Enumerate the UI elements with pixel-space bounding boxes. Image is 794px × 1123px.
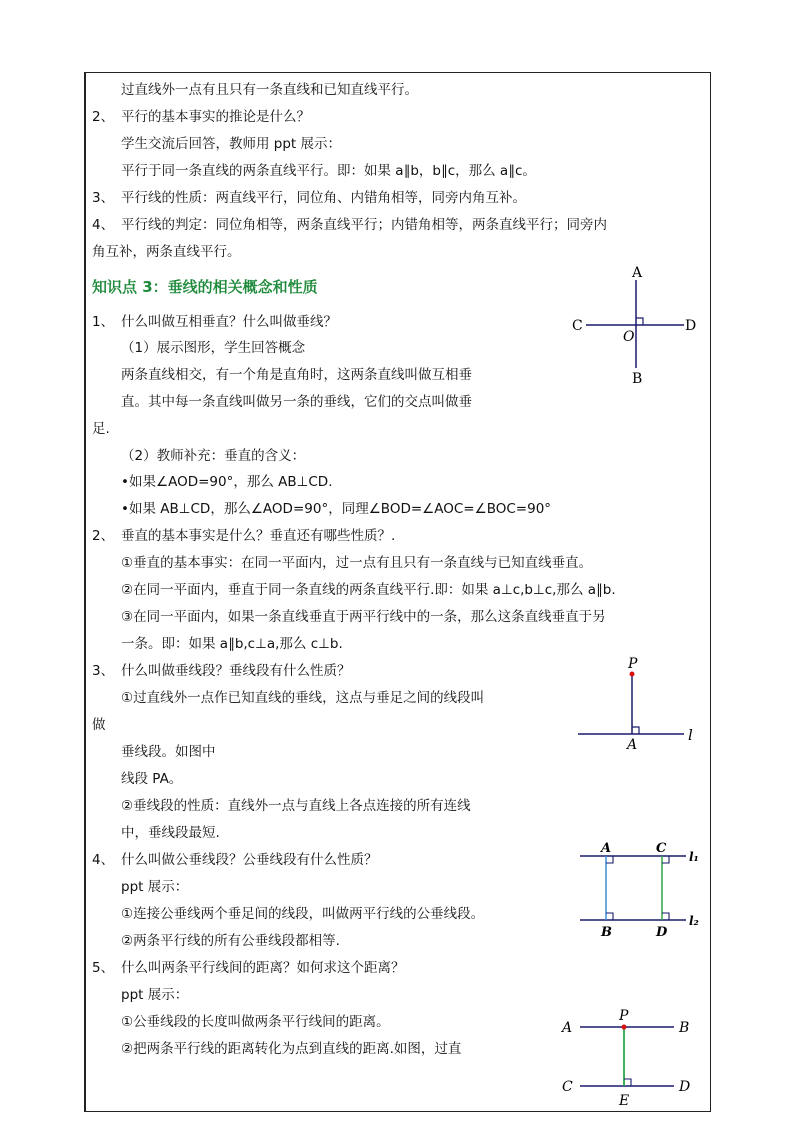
text-line: 足. xyxy=(92,421,110,437)
list-number: 3、 xyxy=(92,190,115,206)
list-number: 2、 xyxy=(92,109,115,125)
text-line: 垂线段。如图中 xyxy=(121,744,216,760)
text-line: 两条直线相交，有一个角是直角时，这两条直线叫做互相垂 xyxy=(121,367,472,383)
text-line: 平行的基本事实的推论是什么？ xyxy=(121,109,310,125)
text-line: 平行线的性质：两直线平行，同位角、内错角相等，同旁内角互补。 xyxy=(121,190,526,206)
text-line: 什么叫做互相垂直？什么叫做垂线？ xyxy=(121,314,337,330)
label-e: E xyxy=(619,1093,630,1109)
text-line: 学生交流后回答，教师用 ppt 展示： xyxy=(121,136,342,152)
list-number: 1、 xyxy=(92,314,115,330)
text-line: 线段 PA。 xyxy=(121,771,183,787)
label-o: O xyxy=(623,329,635,345)
text-line: ①公垂线段的长度叫做两条平行线间的距离。 xyxy=(121,1014,390,1030)
label-c: C xyxy=(562,1079,573,1095)
label-p: P xyxy=(628,656,638,672)
text-line: ②两条平行线的所有公垂线段都相等. xyxy=(121,933,340,949)
list-number: 2、 xyxy=(92,528,115,544)
text-line: ②垂线段的性质：直线外一点与直线上各点连接的所有连线 xyxy=(121,798,471,814)
text-line: 平行线的判定：同位角相等，两条直线平行；内错角相等，两条直线平行；同旁内 xyxy=(121,217,607,233)
text-line: 角互补，两条直线平行。 xyxy=(92,244,241,260)
label-a: A xyxy=(632,265,643,281)
point-p xyxy=(630,672,635,677)
list-number: 5、 xyxy=(92,960,115,976)
label-c: C xyxy=(656,841,667,856)
text-line: 过直线外一点有且只有一条直线和已知直线平行。 xyxy=(121,82,418,98)
list-number: 3、 xyxy=(92,663,115,679)
text-line: •如果 AB⊥CD，那么∠AOD=90°，同理∠BOD=∠AOC=∠BOC=90° xyxy=(121,501,552,517)
text-line: •如果∠AOD=90°，那么 AB⊥CD. xyxy=(121,474,333,490)
label-d: D xyxy=(679,1079,691,1095)
text-line: 什么叫两条平行线间的距离？如何求这个距离？ xyxy=(121,960,405,976)
label-c: C xyxy=(572,318,583,334)
text-line: 一条。即：如果 a∥b,c⊥a,那么 c⊥b. xyxy=(121,636,343,652)
text-line: 做 xyxy=(92,717,106,733)
text-line: （2）教师补充：垂直的含义： xyxy=(121,448,306,464)
text-line: 平行于同一条直线的两条直线平行。即：如果 a∥b，b∥c，那么 a∥c。 xyxy=(121,163,536,179)
label-l1: l₁ xyxy=(689,850,699,864)
perpendicular-cross-figure xyxy=(566,262,706,392)
list-number: 4、 xyxy=(92,852,115,868)
list-number: 4、 xyxy=(92,217,115,233)
label-l2: l₂ xyxy=(689,914,699,928)
label-d: D xyxy=(685,318,697,334)
section-heading: 知识点 3：垂线的相关概念和性质 xyxy=(92,278,318,296)
text-line: ①过直线外一点作已知直线的垂线，这点与垂足之间的线段叫 xyxy=(121,690,485,706)
text-line: ①连接公垂线两个垂足间的线段，叫做两平行线的公垂线段。 xyxy=(121,906,485,922)
label-a: A xyxy=(627,737,638,753)
text-line: 直。其中每一条直线叫做另一条的垂线，它们的交点叫做垂 xyxy=(121,394,472,410)
text-line: 什么叫做垂线段？垂线段有什么性质？ xyxy=(121,663,351,679)
label-b: B xyxy=(632,371,643,387)
common-perpendicular-figure xyxy=(576,836,706,946)
label-a: A xyxy=(562,1020,573,1036)
text-line: ppt 展示： xyxy=(121,987,189,1003)
text-line: （1）展示图形，学生回答概念 xyxy=(121,340,306,356)
text-line: ②把两条平行线的距离转化为点到直线的距离.如图，过直 xyxy=(121,1041,462,1057)
text-line: 中，垂线段最短. xyxy=(121,825,220,841)
text-line: ③在同一平面内，如果一条直线垂直于两平行线中的一条，那么这条直线垂直于另 xyxy=(121,609,606,625)
text-line: 垂直的基本事实是什么？垂直还有哪些性质？. xyxy=(121,528,396,544)
label-b: B xyxy=(601,925,612,940)
label-p: P xyxy=(619,1008,629,1024)
point-p xyxy=(622,1025,627,1030)
text-line: ②在同一平面内，垂直于同一条直线的两条直线平行.即：如果 a⊥c,b⊥c,那么 a∥b. xyxy=(121,582,616,598)
label-a: A xyxy=(601,841,612,856)
label-l: l xyxy=(688,726,693,744)
right-angle-mark xyxy=(632,727,639,734)
text-line: 什么叫做公垂线段？公垂线段有什么性质？ xyxy=(121,852,378,868)
right-angle-mark xyxy=(636,318,643,325)
parallel-distance-figure xyxy=(560,1004,708,1110)
label-b: B xyxy=(679,1020,690,1036)
perpendicular-segment-figure xyxy=(574,652,704,757)
text-line: ①垂直的基本事实：在同一平面内，过一点有且只有一条直线与已知直线垂直。 xyxy=(121,555,593,571)
text-line: ppt 展示： xyxy=(121,879,189,895)
right-angle-mark xyxy=(624,1079,631,1086)
label-d: D xyxy=(656,925,668,940)
